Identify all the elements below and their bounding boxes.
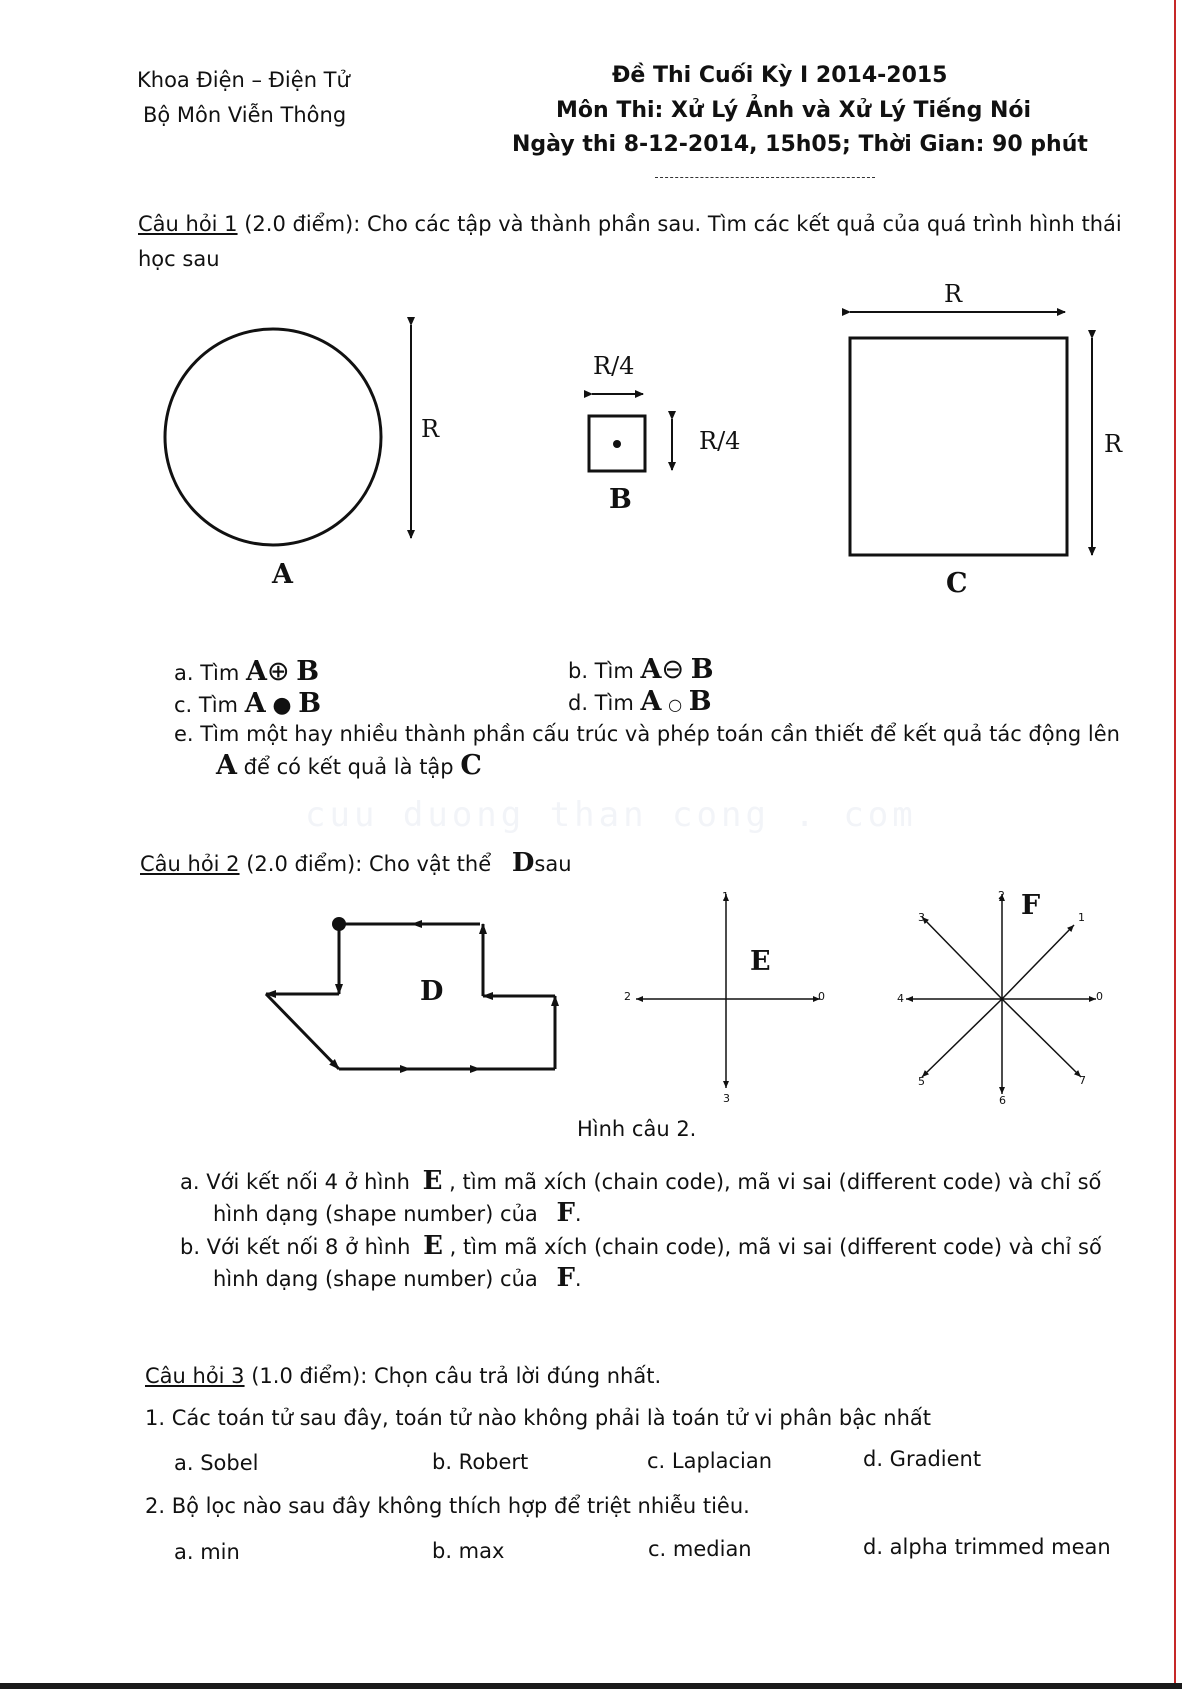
- figure-e-label: E: [750, 946, 771, 977]
- q2-item-a-line2: hình dạng (shape number) của F.: [213, 1198, 582, 1228]
- q3-q1-option-c: c. Laplacian: [647, 1449, 773, 1473]
- set-b-width-label: R/4: [593, 352, 635, 380]
- set-c-width-label: R: [944, 280, 963, 308]
- q1-item-a-left: A: [246, 656, 267, 687]
- q1-item-c: [174, 690, 321, 720]
- set-c-height-label: R: [1104, 430, 1123, 458]
- q1-item-d-right: B: [688, 686, 712, 717]
- q3-points: (1.0 điểm): Chọn câu trả lời đúng nhất.: [251, 1364, 662, 1388]
- faculty-name: Khoa Điện – Điện Tử: [137, 68, 350, 92]
- q2-suffix: sau: [534, 852, 572, 876]
- object-d-label: D: [420, 976, 444, 1007]
- f-dir-2: 2: [998, 889, 1005, 902]
- q1-figure: [0, 0, 1182, 620]
- object-d-boundary: [266, 924, 555, 1069]
- f-dir-4: 4: [897, 992, 904, 1005]
- q1-item-c-left: A: [244, 688, 266, 719]
- q3-question-1: 1. Các toán tử sau đây, toán tử nào không phải là toán tử vi phân bậc nhất: [145, 1406, 932, 1430]
- q1-label: Câu hỏi 1: [138, 212, 238, 236]
- q1-points: (2.0 điểm): Cho các tập và thành phần sau. Tìm các kết quả của quá trình hình thái: [244, 212, 1122, 236]
- f-dir-6: 6: [999, 1094, 1006, 1107]
- closing-operator: ●: [272, 693, 292, 718]
- q3-q1-option-b: b. Robert: [432, 1450, 529, 1474]
- e-dir-2: 2: [624, 990, 631, 1003]
- q1-item-c-prefix: c. Tìm: [174, 693, 239, 717]
- object-d-start-point: [332, 917, 346, 931]
- e-4-connectivity-directions: [636, 894, 820, 1088]
- watermark: cuu duong than cong . com: [305, 795, 917, 835]
- e-dir-3: 3: [723, 1092, 730, 1105]
- set-c-label: C: [946, 568, 968, 599]
- q1-item-b: [568, 656, 714, 685]
- dilation-operator: ⊕: [266, 656, 290, 687]
- q2-figure: [0, 880, 1182, 1120]
- e-dir-1: 1: [722, 890, 729, 903]
- q1-item-e-set-c: C: [460, 750, 482, 781]
- erosion-operator: ⊖: [661, 654, 685, 685]
- q1-item-e-set-a: A: [216, 750, 237, 781]
- e-dir-0: 0: [818, 990, 825, 1003]
- set-b-label: B: [609, 484, 632, 515]
- q1-item-a-prefix: a. Tìm: [174, 661, 240, 685]
- set-c-square: [850, 338, 1067, 555]
- set-a-dimension-label: R: [421, 415, 440, 443]
- exam-subject: Môn Thi: Xử Lý Ảnh và Xử Lý Tiếng Nói: [556, 98, 1032, 123]
- scan-edge-bottom: [0, 1683, 1182, 1689]
- q1-item-a-right: B: [296, 656, 320, 687]
- q2-item-a-line2-text: hình dạng (shape number) của: [213, 1202, 538, 1226]
- q2-item-b-e: E: [423, 1231, 443, 1261]
- exam-title: Đề Thi Cuối Kỳ I 2014-2015: [612, 63, 948, 88]
- f-dir-5: 5: [918, 1075, 925, 1088]
- q2-item-b-line2: hình dạng (shape number) của F.: [213, 1263, 582, 1293]
- q2-item-b-f: F: [556, 1263, 575, 1293]
- q1-item-d: [568, 688, 712, 719]
- q2-item-a-f: F: [556, 1198, 575, 1228]
- q2-item-a-pre: a. Với kết nối 4 ở hình: [180, 1170, 410, 1194]
- q3-q1-option-a: a. Sobel: [174, 1451, 259, 1475]
- q1-item-c-right: B: [298, 688, 322, 719]
- q2-item-b-pre: b. Với kết nối 8 ở hình: [180, 1235, 411, 1259]
- q1-item-e-line2: [216, 752, 482, 781]
- set-a-circle: [165, 329, 381, 545]
- figure-f-label: F: [1021, 890, 1041, 921]
- f-dir-3: 3: [918, 911, 925, 924]
- q2-heading: [140, 849, 572, 878]
- q1-item-d-prefix: d. Tìm: [568, 691, 634, 715]
- q2-label: Câu hỏi 2: [140, 852, 240, 876]
- q1-item-b-left: A: [640, 654, 662, 685]
- q1-item-b-right: B: [690, 654, 714, 685]
- q2-figure-caption: Hình câu 2.: [577, 1117, 697, 1141]
- q2-item-b-line1: [180, 1232, 1102, 1261]
- q1-item-d-left: A: [640, 686, 662, 717]
- q1-item-b-prefix: b. Tìm: [568, 659, 634, 683]
- q3-q2-option-a: a. min: [174, 1540, 240, 1564]
- q3-q1-option-d: d. Gradient: [863, 1447, 982, 1471]
- q1-item-e-mid: để có kết quả là tập: [243, 755, 454, 779]
- set-a-label: A: [272, 559, 293, 590]
- exam-date-time: Ngày thi 8-12-2014, 15h05; Thời Gian: 90 phút: [512, 132, 1088, 157]
- department-name: Bộ Môn Viễn Thông: [143, 103, 347, 127]
- q3-question-2: 2. Bộ lọc nào sau đây không thích hợp để triệt nhiễu tiêu.: [145, 1494, 750, 1518]
- q2-item-b-line2-text: hình dạng (shape number) của: [213, 1267, 538, 1291]
- f-dir-0: 0: [1096, 990, 1103, 1003]
- q3-heading: [145, 1362, 661, 1390]
- set-b-origin-dot: [613, 440, 621, 448]
- q2-object: D: [511, 848, 535, 878]
- q3-q2-option-c: c. median: [648, 1537, 752, 1561]
- q3-q2-option-d: d. alpha trimmed mean: [863, 1535, 1111, 1559]
- q1-heading-cont: học sau: [138, 247, 220, 271]
- q2-item-a-line1: [180, 1167, 1101, 1196]
- set-b-height-label: R/4: [699, 427, 741, 455]
- q1-item-e-line1: e. Tìm một hay nhiều thành phần cấu trúc và phép toán cần thiết để kết quả tác động lên: [174, 722, 1120, 746]
- q2-item-a-post: , tìm mã xích (chain code), mã vi sai (different code) và chỉ số: [449, 1170, 1102, 1194]
- f-8-connectivity-directions: [906, 890, 1096, 1094]
- f-dir-1: 1: [1078, 911, 1085, 924]
- q2-item-a-e: E: [422, 1166, 443, 1196]
- f-dir-7: 7: [1079, 1074, 1086, 1087]
- q3-q2-option-b: b. max: [432, 1539, 505, 1563]
- q2-item-b-post: , tìm mã xích (chain code), mã vi sai (different code) và chỉ số: [449, 1235, 1102, 1259]
- q3-label: Câu hỏi 3: [145, 1364, 245, 1388]
- q2-points: (2.0 điểm): Cho vật thể: [246, 852, 492, 876]
- q1-item-a: [174, 658, 319, 687]
- opening-operator: ○: [668, 695, 683, 714]
